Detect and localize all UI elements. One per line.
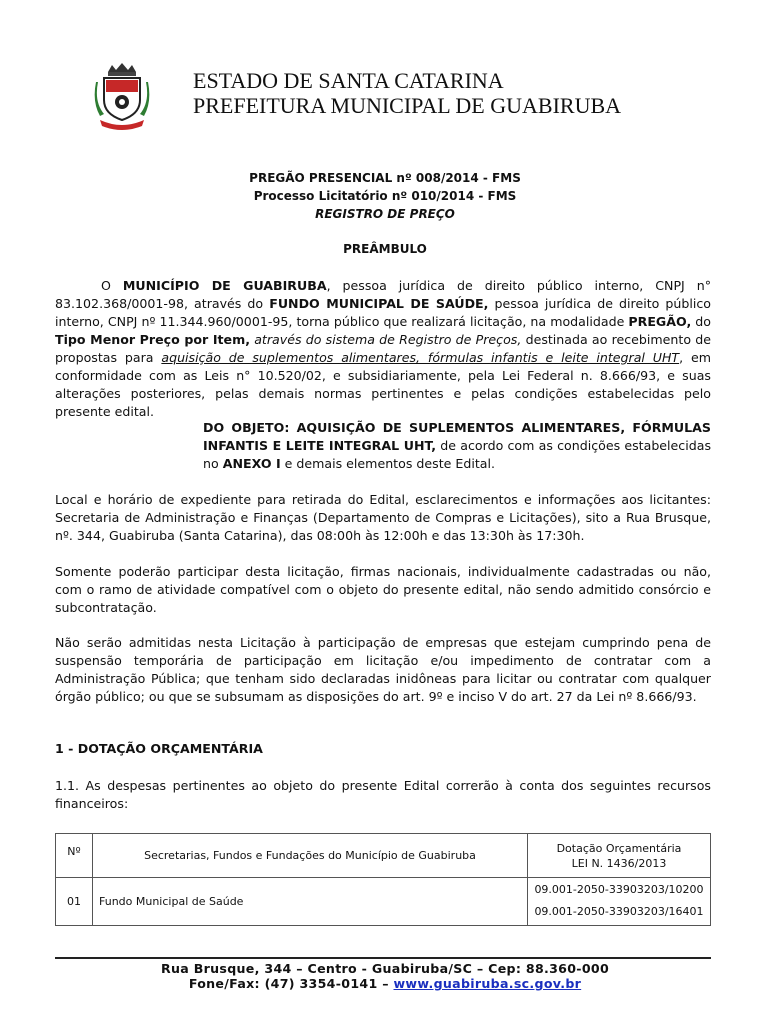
budget-table (55, 833, 711, 926)
preambulo-heading: PREÂMBULO (343, 242, 427, 256)
footer-divider (55, 957, 711, 959)
table-row (56, 878, 711, 926)
page-footer (0, 961, 770, 991)
header-dotacao: Dotação Orçamentária LEI N. 1436/2013 (528, 834, 711, 878)
objeto-paragraph: DO OBJETO: AQUISIÇÃO DE SUPLEMENTOS ALIMENTARES, FÓRMULAS INFANTIS E LEITE INTEGRAL UHT, de acordo com as condições estabelecidas no ANEXO I e demais elementos deste Edital. (203, 420, 711, 471)
municipality-name: PREFEITURA MUNICIPAL DE GUABIRUBA (193, 93, 622, 118)
footer-contact: Fone/Fax: (47) 3354-0141 – www.guabiruba.sc.gov.br (188, 976, 582, 991)
row-num: 01 (56, 878, 93, 926)
section-1-text: 1.1. As despesas pertinentes ao objeto do presente Edital correrão à conta dos seguintes recursos financeiros: (55, 778, 711, 811)
header-secretarias: Secretarias, Fundos e Fundações do Município de Guabiruba (93, 834, 528, 878)
local-paragraph: Local e horário de expediente para retirada do Edital, esclarecimentos e informações aos licitantes: Secretaria de Administração e Finanças (Departamento de Compras e Licitações), sito a Rua Brusque, nº. 344, Guabiruba (Santa Catarina), das 08:00h às 12:00h e das 13:30h às 17:30h. (55, 492, 711, 543)
document-header (193, 68, 621, 118)
section-1-title: 1 - DOTAÇÃO ORÇAMENTÁRIA (55, 741, 263, 756)
state-name: ESTADO DE SANTA CATARINA (193, 68, 504, 93)
row-dotacao: 09.001-2050-33903203/10200 09.001-2050-33903203/16401 (528, 878, 711, 926)
pregao-number: PREGÃO PRESENCIAL nº 008/2014 - FMS (249, 171, 521, 185)
row-name: Fundo Municipal de Saúde (93, 878, 528, 926)
participation-paragraph: Somente poderão participar desta licitação, firmas nacionais, individualmente cadastradas ou não, com o ramo de atividade compatível com o objeto do presente edital, não sendo admitido consórcio e subcontratação. (55, 564, 711, 615)
footer-address: Rua Brusque, 344 – Centro - Guabiruba/SC – Cep: 88.360-000 (160, 961, 610, 976)
municipal-coat-of-arms-icon (94, 62, 150, 134)
table-header-row (56, 834, 711, 878)
registro-label: REGISTRO DE PREÇO (315, 207, 455, 221)
processo-number: Processo Licitatório nº 010/2014 - FMS (253, 189, 517, 203)
website-link[interactable]: www.guabiruba.sc.gov.br (393, 976, 582, 991)
preamble-paragraph: O MUNICÍPIO DE GUABIRUBA, pessoa jurídica de direito público interno, CNPJ n° 83.102.368/0001-98, através do FUNDO MUNICIPAL DE SAÚDE, pessoa jurídica de direito público interno, CNPJ nº 11.344.960/0001-95, torna público que realizará licitação, na modalidade PREGÃO, do Tipo Menor Preço por Item, através do sistema de Registro de Preços, destinada ao recebimento de propostas para aquisição de suplementos alimentares, fórmulas infantis e leite integral UHT, em conformidade com as Leis n° 10.520/02, e subsidiariamente, pela Lei Federal n. 8.666/93, e suas alterações posteriores, pelas demais normas pertinentes e pelas condições estabelecidas pelo presente edital. (55, 278, 712, 419)
header-num: Nº (56, 834, 93, 878)
restrictions-paragraph: Não serão admitidas nesta Licitação à participação de empresas que estejam cumprindo pena de suspensão temporária de participação em licitação e/ou impedimento de contratar com a Administração Pública; que tenham sido declaradas inidôneas para licitar ou contratar com qualquer órgão público; ou que se subsumam as disposições do art. 9º e inciso V do art. 27 da Lei nº 8.666/93. (55, 635, 711, 704)
